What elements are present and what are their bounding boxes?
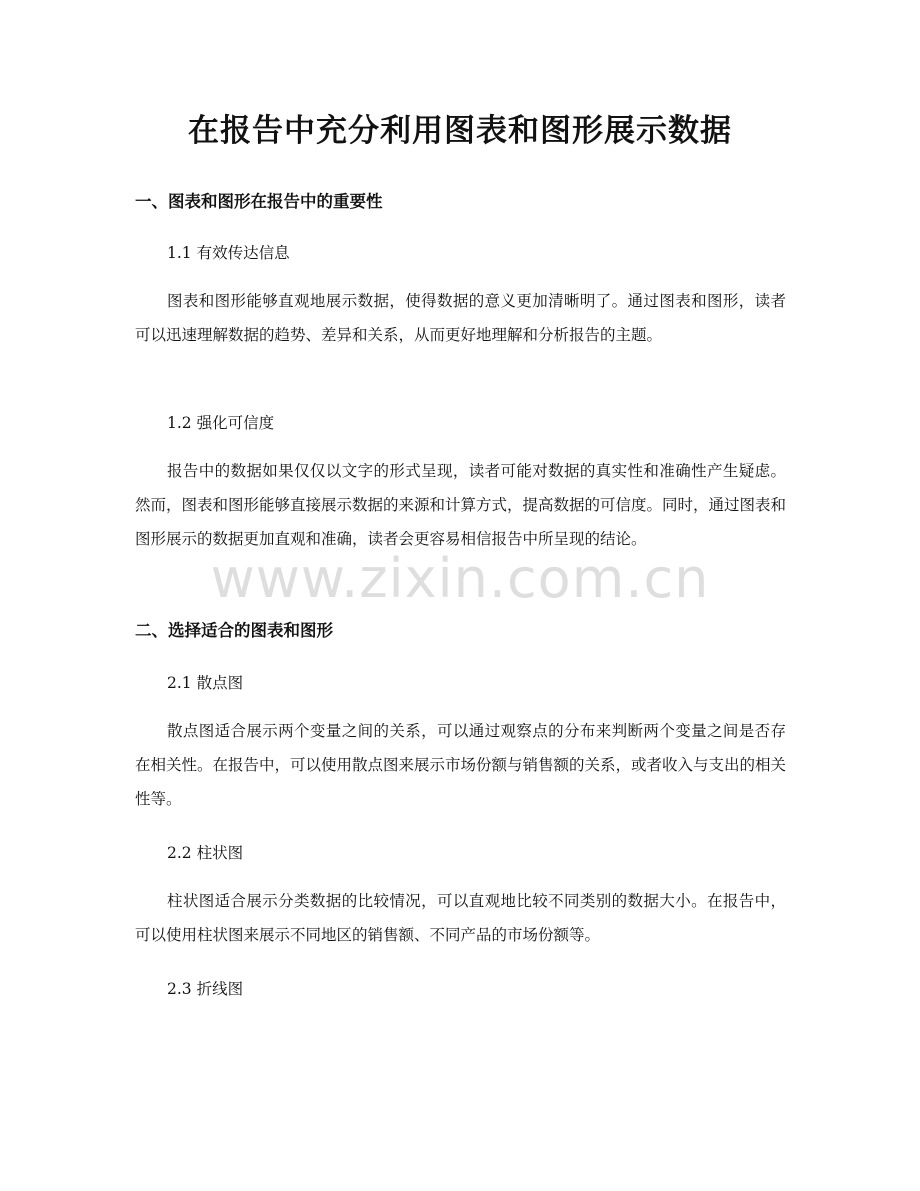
section-heading-2: 二、选择适合的图表和图形 bbox=[135, 621, 333, 640]
subsection-heading-2-2: 2.2 柱状图 bbox=[167, 844, 244, 862]
section-heading-1: 一、图表和图形在报告中的重要性 bbox=[135, 192, 383, 211]
paragraph-2-2: 柱状图适合展示分类数据的比较情况，可以直观地比较不同类别的数据大小。在报告中，可以使用柱状图来展示不同地区的销售额、不同产品的市场份额等。 bbox=[135, 892, 786, 944]
document-title: 在报告中充分利用图表和图形展示数据 bbox=[188, 113, 732, 149]
subsection-heading-1-1: 1.1 有效传达信息 bbox=[167, 244, 290, 262]
paragraph-1-2: 报告中的数据如果仅仅以文字的形式呈现，读者可能对数据的真实性和准确性产生疑虑。然而，图表和图形能够直接展示数据的来源和计算方式，提高数据的可信度。同时，通过图表和图形展示的数据更加直观和准确，读者会更容易相信报告中所呈现的结论。 bbox=[135, 462, 787, 548]
subsection-heading-2-1: 2.1 散点图 bbox=[167, 674, 244, 692]
paragraph-1-1: 图表和图形能够直观地展示数据，使得数据的意义更加清晰明了。通过图表和图形，读者可以迅速理解数据的趋势、差异和关系，从而更好地理解和分析报告的主题。 bbox=[135, 292, 786, 344]
subsection-heading-1-2: 1.2 强化可信度 bbox=[167, 414, 275, 432]
paragraph-2-1: 散点图适合展示两个变量之间的关系，可以通过观察点的分布来判断两个变量之间是否存在相关性。在报告中，可以使用散点图来展示市场份额与销售额的关系，或者收入与支出的相关性等。 bbox=[135, 722, 787, 808]
subsection-heading-2-3: 2.3 折线图 bbox=[167, 980, 244, 998]
watermark: www.zixin.com.cn bbox=[210, 547, 710, 610]
